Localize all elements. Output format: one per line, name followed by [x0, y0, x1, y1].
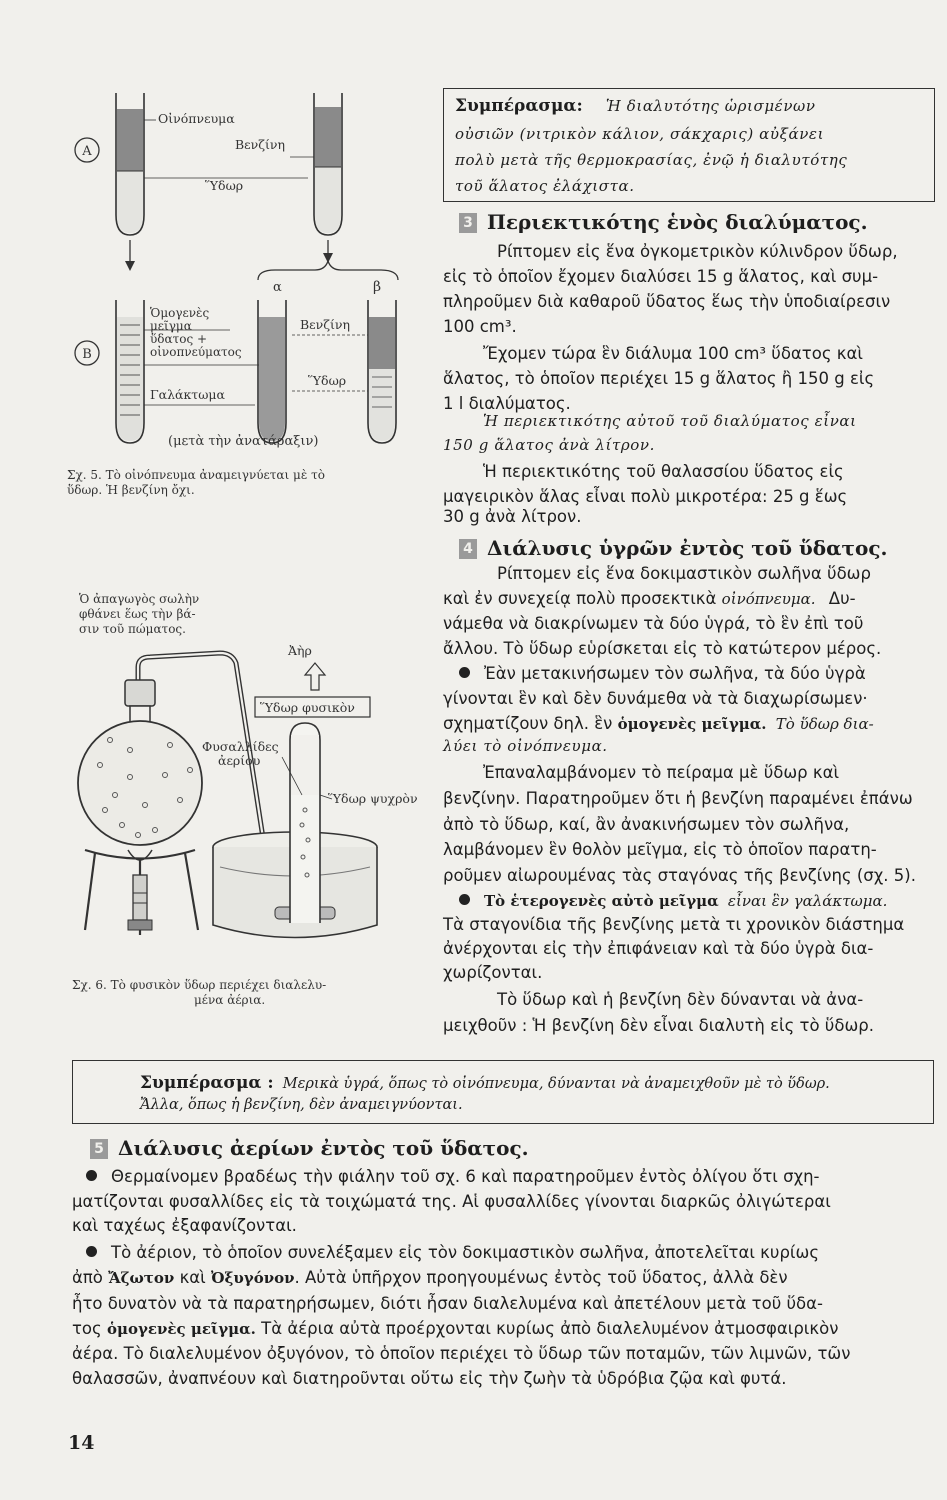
box1-line: Ἡ διαλυτότης ὡρισμένων — [605, 97, 816, 115]
text-line: ἀνέρχονται εἰς τὴν ἐπιφάνειαν καὶ τὰ δύο ὑγρὰ δια- — [443, 939, 874, 958]
label-ydor-fysikon: Ὕδωρ φυσικὸν — [260, 700, 355, 715]
text-line: ματίζονται φυσαλλίδες εἰς τὰ τοιχώματά της. Αἱ φυσαλλίδες γίνονται διαρκῶς ὀλιγώτεραι — [72, 1192, 831, 1211]
text-segment-bold: Ὀξυγόνον — [211, 1269, 295, 1287]
text-line: Ρίπτομεν εἰς ἕνα ὀγκομετρικὸν κύλινδρον ὕδωρ, — [497, 242, 898, 261]
section-5-number: 5 — [90, 1139, 108, 1159]
caption-line: μένα ἀέρια. — [194, 993, 266, 1007]
figure-5 — [60, 85, 420, 465]
tube-alcohol — [116, 93, 144, 235]
caption-line: Σχ. 5. Τὸ οἰνόπνευμα ἀναμειγνύεται μὲ τὸ — [67, 468, 325, 482]
label-ydor-top: Ὕδωρ — [205, 178, 244, 193]
tube-emulsion — [258, 300, 286, 443]
bullet-icon — [459, 667, 470, 678]
text-segment: καὶ ἐν συνεχείᾳ πολὺ προσεκτικὰ — [443, 589, 717, 608]
note-line: φθάνει ἕως τὴν βά- — [79, 607, 196, 621]
page-number: 14 — [68, 1432, 95, 1454]
figure-6-caption — [72, 978, 326, 1008]
label-after-shaking: (μετὰ τὴν ἀνατάραξιν) — [168, 434, 319, 449]
section-3-number: 3 — [459, 213, 477, 233]
label-aer: Ἀὴρ — [288, 643, 312, 658]
label-ydor-psychron: Ὕδωρ ψυχρὸν — [328, 791, 418, 806]
text-line: Ἔχομεν τώρα ἓν διάλυμα 100 cm³ ὕδατος καὶ — [483, 344, 863, 363]
label-fysallides: Φυσαλλίδες ἀερίου — [202, 739, 279, 768]
text-segment: Δυ- — [828, 589, 856, 608]
text-segment: Ἐὰν μετακινήσωμεν τὸν σωλῆνα, τὰ δύο ὑγρὰ — [484, 664, 866, 683]
bullet-icon — [86, 1246, 97, 1257]
label-omogenes: Ὁμογενὲς μεῖγμα ὕδατος + οἰνοπνεύματος — [150, 306, 242, 359]
label-benzini-b: Βενζίνη — [300, 317, 351, 332]
tube-benzine — [314, 93, 342, 235]
text-segment: καὶ — [179, 1268, 206, 1287]
collecting-tube — [290, 723, 320, 923]
text-line: θαλασσῶν, ἀναπνέουν καὶ διατηροῦνται οὕτω εἰς τὴν ζωὴν τὰ ὑδρόβια ζῷα καὶ φυτά. — [72, 1369, 787, 1388]
label-b: B — [82, 347, 92, 362]
box2-line: Μερικὰ ὑγρά, ὅπως τὸ οἰνόπνευμα, δύνανται νὰ ἀναμειχθοῦν μὲ τὸ ὕδωρ. — [282, 1076, 830, 1092]
section-5-title: Διάλυσις ἀερίων ἐντὸς τοῦ ὕδατος. — [118, 1136, 529, 1160]
label-alpha: α — [273, 280, 282, 295]
text-segment: σχηματίζουν δηλ. ἓν — [443, 714, 613, 733]
caption-line: Σχ. 6. Τὸ φυσικὸν ὕδωρ περιέχει διαλελυ- — [72, 978, 327, 992]
text-line: Ἐπαναλαμβάνομεν τὸ πείραμα μὲ ὕδωρ καὶ — [483, 763, 840, 782]
note-line: Ὁ ἀπαγωγὸς σωλὴν — [79, 592, 200, 606]
tube-homogeneous — [116, 300, 144, 443]
text-line: Τὰ σταγονίδια τῆς βενζίνης μετὰ τι χρονικὸν διάστημα — [443, 915, 905, 934]
text-line: εἰς τὸ ὁποῖον ἔχομεν διαλύσει 15 g ἅλατος, καὶ συμ- — [443, 267, 879, 286]
text-line: ροῦμεν αἰωρουμένας τὰς σταγόνας τῆς βενζίνης (σχ. 5). — [443, 866, 916, 885]
label-beta: β — [373, 279, 382, 295]
text-line: χωρίζονται. — [443, 963, 543, 982]
text-line: γίνονται ἓν καὶ δὲν δυνάμεθα νὰ τὰ διαχωρίσωμεν· — [443, 689, 868, 708]
figure-6-note — [79, 592, 199, 637]
text-line: λύει τὸ οἰνόπνευμα. — [443, 737, 608, 755]
text-segment-bold: Ἄζωτον — [108, 1269, 175, 1287]
text-line: μαγειρικὸν ἅλας εἶναι πολὺ μικροτέρα: 25 g ἕως — [443, 487, 848, 506]
text-line: 1 l διαλύματος. — [443, 394, 571, 413]
section-3-title: Περιεκτικότης ἑνὸς διαλύματος. — [487, 210, 868, 234]
text-segment: ἀπὸ — [72, 1268, 103, 1287]
text-line: μειχθοῦν : Ἡ βενζίνη δὲν εἶναι διαλυτὴ εἰς τὸ ὕδωρ. — [443, 1016, 874, 1035]
label-galaktoma: Γαλάκτωμα — [150, 387, 225, 402]
text-line: λαμβάνομεν ἓν θολὸν μεῖγμα, εἰς τὸ ὁποῖον παρατη- — [443, 840, 877, 859]
text-line: ἅλατος, τὸ ὁποῖον περιέχει 15 g ἅλατος ἢ 150 g εἰς — [443, 369, 875, 388]
text-segment: . Αὐτὰ ὑπῆρχον προηγουμένως ἐντὸς τοῦ ὕδατος, ἀλλὰ δὲν — [294, 1268, 788, 1287]
tube-separated — [368, 300, 396, 443]
text-line: καὶ ταχέως ἐξαφανίζονται. — [72, 1216, 297, 1235]
text-line: 30 g ἀνὰ λίτρον. — [443, 507, 582, 526]
note-line: σιν τοῦ πώματος. — [79, 622, 186, 636]
label-oinopneuma: Οἰνόπνευμα — [158, 111, 235, 126]
text-line: ἀέρα. Τὸ διαλελυμένον ὀξυγόνον, τὸ ὁποῖον περιέχει τὸ ὕδωρ τῶν ποταμῶν, τῶν λιμνῶν, τῶν — [72, 1344, 851, 1363]
text-segment-bold: Τὸ ἑτερογενὲς αὐτὸ μεῖγμα — [484, 892, 719, 910]
text-segment: Τὸ ἀέριον, τὸ ὁποῖον συνελέξαμεν εἰς τὸν δοκιμαστικὸν σωλῆνα, ἀποτελεῖται κυρίως — [111, 1243, 820, 1262]
box2-line: Ἄλλα, ὅπως ἡ βενζίνη, δὲν ἀναμειγνύονται. — [140, 1097, 463, 1113]
text-line: ἄλλου. Τὸ ὕδωρ εὑρίσκεται εἰς τὸ κατώτερον μέρος. — [443, 639, 882, 658]
text-line: Ρίπτομεν εἰς ἕνα δοκιμαστικὸν σωλῆνα ὕδωρ — [497, 564, 871, 583]
caption-line: ὕδωρ. Ἡ βενζίνη ὄχι. — [67, 483, 195, 497]
text-segment: Τὰ ἀέρια αὐτὰ προέρχονται κυρίως ἀπὸ διαλελυμένον ἀτμοσφαιρικὸν — [261, 1319, 839, 1338]
text-segment-bold: ὁμογενὲς μεῖγμα. — [106, 1320, 256, 1338]
text-line: Ἡ περιεκτικότης τοῦ θαλασσίου ὕδατος εἰς — [483, 462, 844, 481]
text-segment-bold: ὁμογενὲς μεῖγμα. — [617, 715, 767, 733]
text-line: νάμεθα νὰ διακρίνωμεν τὰ δύο ὑγρά, τὸ ἓν ἐπὶ τοῦ — [443, 614, 864, 633]
text-line: 150 g ἅλατος ἀνὰ λίτρον. — [443, 436, 655, 454]
figure-5-caption — [67, 468, 325, 498]
text-line: πληροῦμεν διὰ καθαροῦ ὕδατος ἕως τὴν ὑποδιαίρεσιν — [443, 292, 891, 311]
text-line: Τὸ ὕδωρ καὶ ἡ βενζίνη δὲν δύνανται νὰ ἀνα- — [497, 990, 864, 1009]
label-ydor-b: Ὕδωρ — [308, 373, 347, 388]
text-line: ἦτο δυνατὸν νὰ τὰ παρατηρήσωμεν, διότι ἦσαν διαλελυμένα καὶ ἀπετέλουν μετὰ τοῦ ὕδα- — [72, 1294, 823, 1313]
label-a: A — [82, 144, 92, 159]
box2-title: Συμπέρασμα : — [140, 1073, 274, 1093]
box1-line: τοῦ ἅλατος ἐλάχιστα. — [455, 177, 635, 195]
bullet-icon — [459, 894, 470, 905]
text-line: βενζίνην. Παρατηροῦμεν ὅτι ἡ βενζίνη παραμένει ἐπάνω — [443, 789, 913, 808]
box1-title: Συμπέρασμα: — [455, 96, 583, 116]
box1-line: πολὺ μετὰ τῆς θερμοκρασίας, ἐνῷ ἡ διαλυτότης — [455, 151, 848, 169]
text-line: 100 cm³. — [443, 317, 517, 336]
label-benzini-top: Βενζίνη — [235, 137, 286, 152]
text-segment-italic: εἶναι ἓν γαλάκτωμα. — [727, 892, 888, 910]
section-4-title: Διάλυσις ὑγρῶν ἐντὸς τοῦ ὕδατος. — [487, 536, 888, 560]
section-4-number: 4 — [459, 539, 477, 559]
flask — [78, 680, 202, 845]
text-line: Ἡ περιεκτικότης αὐτοῦ τοῦ διαλύματος εἶναι — [483, 412, 857, 430]
text-segment-italic: Τὸ ὕδωρ δια- — [775, 715, 874, 733]
text-segment-italic: οἰνόπνευμα. — [721, 590, 816, 608]
figure-6 — [70, 635, 440, 965]
text-segment: Θερμαίνομεν βραδέως τὴν φιάλην τοῦ σχ. 6 καὶ παρατηροῦμεν ἐντὸς ὀλίγου ὅτι σχη- — [111, 1167, 820, 1186]
bullet-icon — [86, 1170, 97, 1181]
text-line: ἀπὸ τὸ ὕδωρ, καί, ἂν ἀνακινήσωμεν τὸν σωλῆνα, — [443, 815, 850, 834]
text-segment: τος — [72, 1319, 102, 1338]
box1-line: οὐσιῶν (νιτρικὸν κάλιον, σάκχαρις) αὐξάνει — [455, 125, 825, 143]
